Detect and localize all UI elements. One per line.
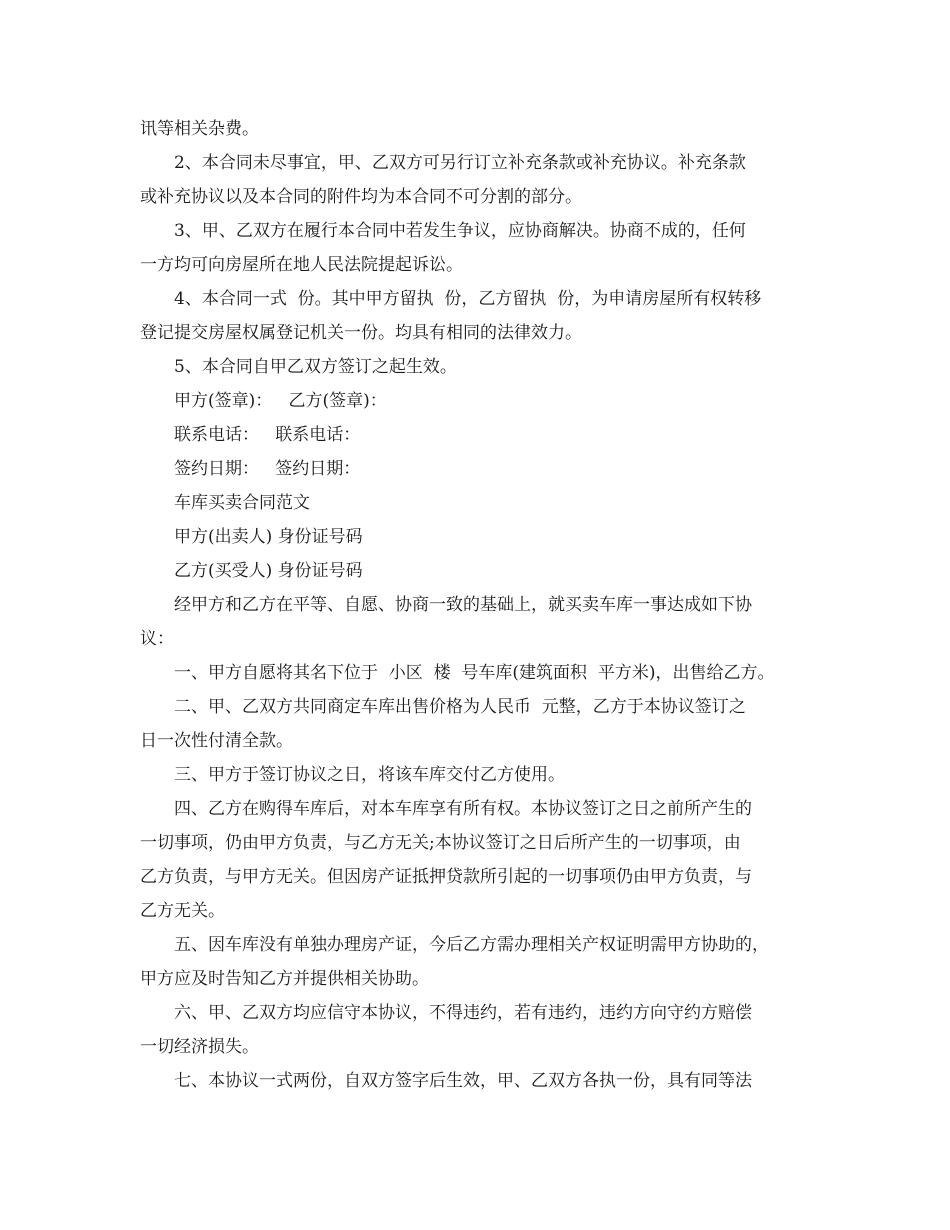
text-line: 登记提交房屋权属登记机关一份。均具有相同的法律效力。 [140, 323, 582, 343]
text-line: 经甲方和乙方在平等、自愿、协商一致的基础上，就买卖车库一事达成如下协 [174, 595, 752, 615]
text-line: 乙方负责，与甲方无关。但因房产证抵押贷款所引起的一切事项仍由甲方负责，与 [140, 867, 752, 887]
text-line: 2、本合同未尽事宜，甲、乙双方可另行订立补充条款或补充协议。补充条款 [174, 153, 746, 173]
text-line: 四、乙方在购得车库后，对本车库享有所有权。本协议签订之日之前所产生的 [174, 799, 752, 819]
text-line: 3、甲、乙双方在履行本合同中若发生争议，应协商解决。协商不成的，任何 [174, 221, 746, 241]
text-line: 一切事项，仍由甲方负责，与乙方无关;本协议签订之日后所产生的一切事项，由 [140, 833, 741, 853]
text-line: 甲方(出卖人) 身份证号码 [174, 527, 363, 547]
text-line: 日一次性付清全款。 [140, 731, 293, 751]
signature-line-phone: 联系电话： 联系电话： [174, 425, 361, 445]
text-line: 4、本合同一式 份。其中甲方留执 份，乙方留执 份，为申请房屋所有权转移 [174, 289, 762, 309]
text-line: 5、本合同自甲乙双方签订之起生效。 [174, 357, 457, 377]
text-line: 讯等相关杂费。 [140, 119, 259, 139]
text-line: 二、甲、乙双方共同商定车库出售价格为人民币 元整，乙方于本协议签订之 [174, 697, 746, 717]
text-line: 一方均可向房屋所在地人民法院提起诉讼。 [140, 255, 463, 275]
text-line: 三、甲方于签订协议之日，将该车库交付乙方使用。 [174, 765, 565, 785]
text-line: 乙方无关。 [140, 901, 225, 921]
signature-line-date: 签约日期： 签约日期： [174, 459, 361, 479]
text-line: 七、本协议一式两份，自双方签字后生效，甲、乙双方各执一份，具有同等法 [174, 1071, 752, 1091]
text-line: 议： [140, 629, 174, 649]
signature-line-party: 甲方(签章)： 乙方(签章)： [174, 391, 387, 411]
text-line: 一、甲方自愿将其名下位于 小区 楼 号车库(建筑面积 平方米)，出售给乙方。 [174, 663, 775, 683]
section-title: 车库买卖合同范文 [174, 493, 310, 513]
text-line: 一切经济损失。 [140, 1037, 259, 1057]
text-line: 或补充协议以及本合同的附件均为本合同不可分割的部分。 [140, 187, 582, 207]
text-line: 乙方(买受人) 身份证号码 [174, 561, 363, 581]
text-line: 甲方应及时告知乙方并提供相关协助。 [140, 969, 429, 989]
text-line: 五、因车库没有单独办理房产证，今后乙方需办理相关产权证明需甲方协助的， [174, 935, 769, 955]
text-line: 六、甲、乙双方均应信守本协议，不得违约，若有违约，违约方向守约方赔偿 [174, 1003, 752, 1023]
